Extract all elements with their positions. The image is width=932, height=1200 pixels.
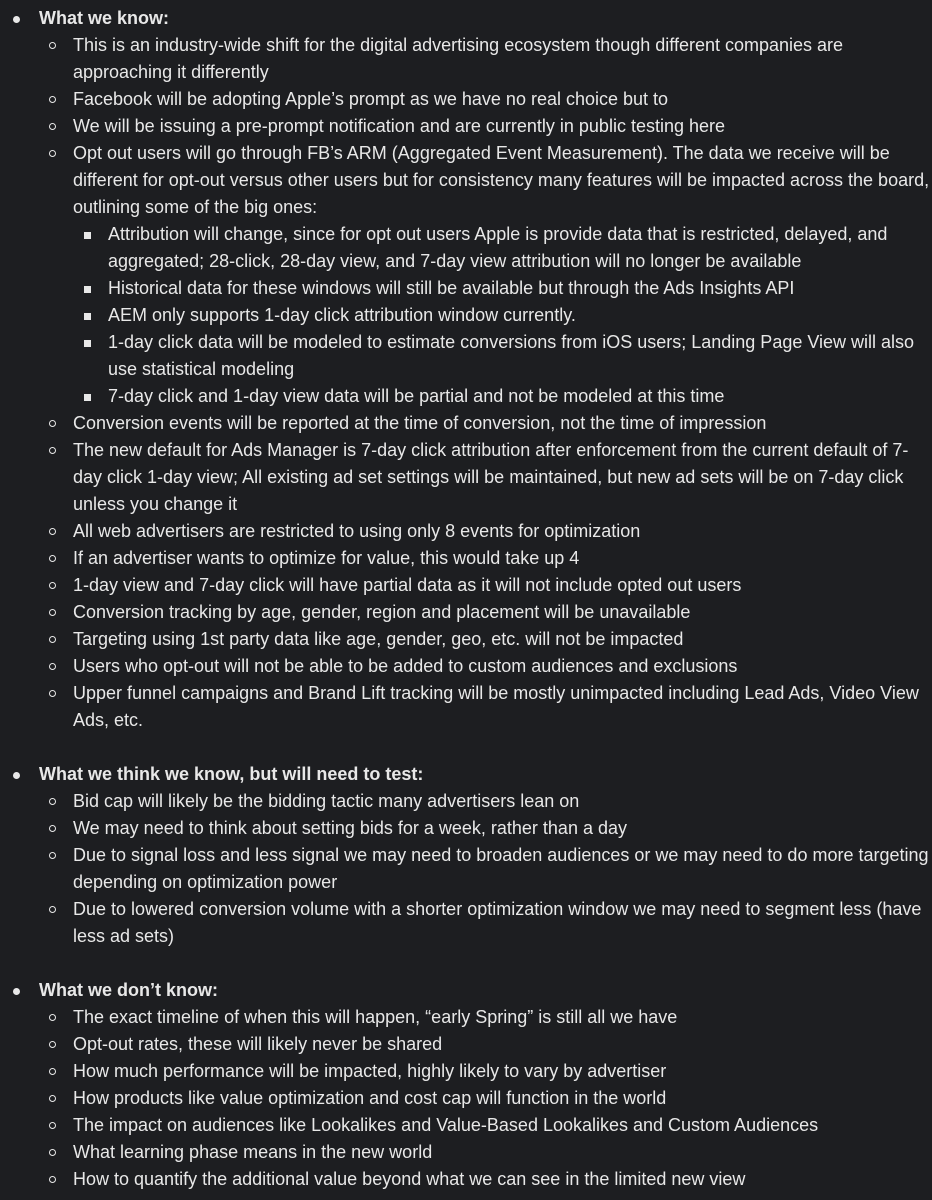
bullet-circle-icon	[49, 150, 56, 157]
bullet-circle-icon	[49, 123, 56, 130]
list-item: Opt-out rates, these will likely never be shared	[39, 1031, 932, 1058]
bullet-square-icon	[84, 286, 91, 293]
list-item: 1-day view and 7-day click will have partial data as it will not include opted out users	[39, 572, 932, 599]
list-item: Facebook will be adopting Apple’s prompt as we have no real choice but to	[39, 86, 932, 113]
bullet-disc-icon	[13, 16, 20, 23]
spacer	[39, 734, 932, 761]
bullet-circle-icon	[49, 636, 56, 643]
list-item: Upper funnel campaigns and Brand Lift tracking will be mostly unimpacted including Lead Ads, Video View Ads, etc.	[39, 680, 932, 734]
sub-list-item: 7-day click and 1-day view data will be partial and not be modeled at this time	[73, 383, 932, 410]
bullet-circle-icon	[49, 1095, 56, 1102]
list-item: This is an industry-wide shift for the digital advertising ecosystem though different companies are approaching it differently	[39, 32, 932, 86]
list-item: If an advertiser wants to optimize for value, this would take up 4	[39, 545, 932, 572]
bullet-circle-icon	[49, 852, 56, 859]
notes-document	[0, 5, 932, 1193]
bullet-circle-icon	[49, 609, 56, 616]
bullet-circle-icon	[49, 1068, 56, 1075]
bullet-square-icon	[84, 394, 91, 401]
sub-list-item: 1-day click data will be modeled to estimate conversions from iOS users; Landing Page View will also use statistical modeling	[73, 329, 932, 383]
list-item: How to quantify the additional value beyond what we can see in the limited new view	[39, 1166, 932, 1193]
bullet-circle-icon	[49, 1041, 56, 1048]
list-item: Conversion events will be reported at the time of conversion, not the time of impression	[39, 410, 932, 437]
section-items	[39, 1004, 932, 1193]
section-what-we-dont-know	[0, 977, 932, 1193]
list-item: The impact on audiences like Lookalikes and Value-Based Lookalikes and Custom Audiences	[39, 1112, 932, 1139]
section-what-we-know	[0, 5, 932, 761]
section-items	[39, 788, 932, 950]
bullet-circle-icon	[49, 582, 56, 589]
bullet-disc-icon	[13, 772, 20, 779]
bullet-circle-icon	[49, 1149, 56, 1156]
list-item: How much performance will be impacted, highly likely to vary by advertiser	[39, 1058, 932, 1085]
sub-list-item: Attribution will change, since for opt out users Apple is provide data that is restricted, delayed, and aggregated; 28-click, 28-day view, and 7-day view attribution will no longer be available	[73, 221, 932, 275]
bullet-circle-icon	[49, 555, 56, 562]
bullet-square-icon	[84, 313, 91, 320]
spacer	[39, 950, 932, 977]
list-item: The new default for Ads Manager is 7-day click attribution after enforcement from the current default of 7-day click 1-day view; All existing ad set settings will be maintained, but new ad sets will be on 7-day click unless you change it	[39, 437, 932, 518]
bullet-square-icon	[84, 232, 91, 239]
list-item: Users who opt-out will not be able to be added to custom audiences and exclusions	[39, 653, 932, 680]
bullet-square-icon	[84, 340, 91, 347]
list-item: How products like value optimization and cost cap will function in the world	[39, 1085, 932, 1112]
bullet-circle-icon	[49, 528, 56, 535]
bullet-circle-icon	[49, 420, 56, 427]
list-item: All web advertisers are restricted to using only 8 events for optimization	[39, 518, 932, 545]
bullet-circle-icon	[49, 798, 56, 805]
section-heading: What we don’t know:	[39, 980, 218, 1000]
section-heading: What we know:	[39, 8, 169, 28]
list-item: We may need to think about setting bids for a week, rather than a day	[39, 815, 932, 842]
list-item: Bid cap will likely be the bidding tactic many advertisers lean on	[39, 788, 932, 815]
bullet-disc-icon	[13, 988, 20, 995]
bullet-circle-icon	[49, 1176, 56, 1183]
bullet-circle-icon	[49, 1014, 56, 1021]
bullet-circle-icon	[49, 96, 56, 103]
bullet-circle-icon	[49, 663, 56, 670]
bullet-circle-icon	[49, 1122, 56, 1129]
sub-list-item: AEM only supports 1-day click attribution window currently.	[73, 302, 932, 329]
list-item: Opt out users will go through FB’s ARM (Aggregated Event Measurement). The data we receive will be different for opt-out versus other users but for consistency many features will be impacted across the board, outlining some of the big ones: Attribution will change, since for opt out users Apple is provide data that is restricted, delayed, and aggregated; 28-click, 28-day view, and 7-day view attribution will no longer be available Historical data for these windows will still be available but through the Ads Insights API AEM only supports 1-day click attribution window currently. 1-day click data will be modeled to estimate conversions from iOS users; Landing Page View will also use statistical modeling 7-day click and 1-day view data will be partial and not be modeled at this time	[39, 140, 932, 410]
section-heading: What we think we know, but will need to test:	[39, 764, 424, 784]
list-item: Conversion tracking by age, gender, region and placement will be unavailable	[39, 599, 932, 626]
section-what-we-think-we-know	[0, 761, 932, 977]
sub-list-item: Historical data for these windows will still be available but through the Ads Insights API	[73, 275, 932, 302]
list-item: Due to lowered conversion volume with a shorter optimization window we may need to segment less (have less ad sets)	[39, 896, 932, 950]
section-items	[39, 32, 932, 734]
bullet-circle-icon	[49, 690, 56, 697]
list-item: We will be issuing a pre-prompt notification and are currently in public testing here	[39, 113, 932, 140]
list-item: Due to signal loss and less signal we may need to broaden audiences or we may need to do more targeting depending on optimization power	[39, 842, 932, 896]
sub-items	[73, 221, 932, 410]
list-item: Targeting using 1st party data like age, gender, geo, etc. will not be impacted	[39, 626, 932, 653]
bullet-circle-icon	[49, 42, 56, 49]
bullet-circle-icon	[49, 906, 56, 913]
list-item: The exact timeline of when this will happen, “early Spring” is still all we have	[39, 1004, 932, 1031]
outline-list	[0, 5, 932, 1193]
list-item: What learning phase means in the new world	[39, 1139, 932, 1166]
bullet-circle-icon	[49, 825, 56, 832]
bullet-circle-icon	[49, 447, 56, 454]
